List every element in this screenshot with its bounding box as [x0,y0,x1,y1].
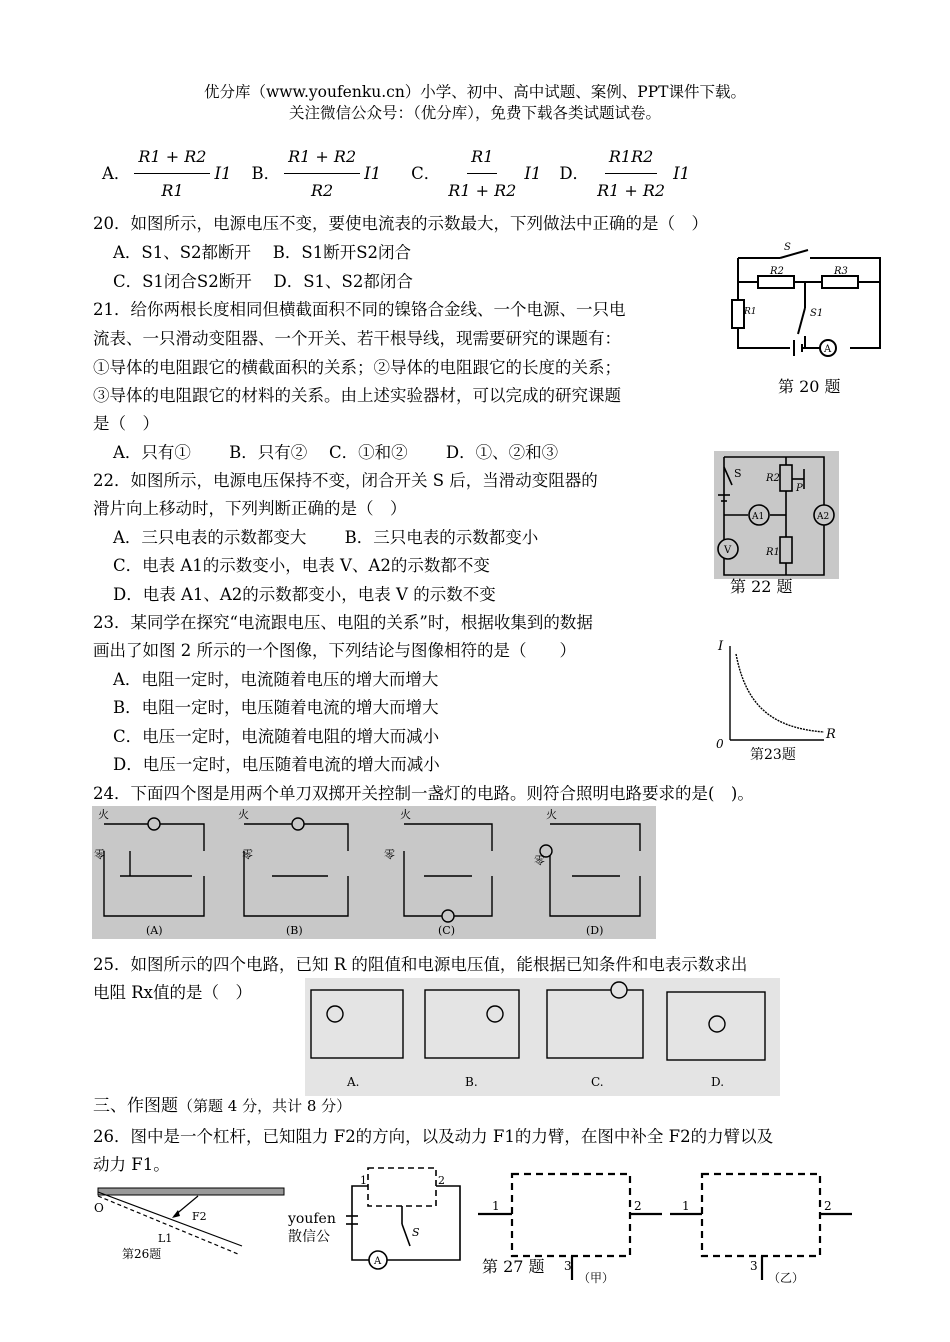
q22-r1-label: R1 [766,547,780,558]
q19-option-b-denominator: R2 [311,181,334,200]
q27-terminal-2: 2 [438,1174,445,1187]
q24-label-a: (A) [146,924,163,937]
q27-watermark [288,1210,336,1246]
q24-fire-a: 火 [98,808,109,821]
q19-option-a-current: I1 [214,164,232,183]
q22-figure-background [714,451,839,579]
q22-caption: 第 22 题 [730,577,793,596]
q24-zero-c: 零 [384,848,395,861]
q26-line-1: 26．图中是一个杠杆，已知阻力 F2的方向，以及动力 F1的力臂，在图中补全 F2的力臂以及 [93,1127,774,1146]
q23-option-d: D．电压一定时，电压随着电流的增大而减小 [113,755,440,774]
q20-s2-label: S [784,242,791,253]
q20-option-d: D．S1、S2都闭合 [273,272,413,291]
q23-option-a: A．电阻一定时，电流随着电压的增大而增大 [113,670,439,689]
header-line-1: 优分库（www.youfenku.cn）小学、初中、高中试题、案例、PPT课件下载。 [203,83,747,101]
q19-option-b-current: I1 [364,164,382,183]
q24-zero-d: 零 [534,854,545,867]
q19-option-d-label: D． [559,164,590,183]
q25-label-a: A. [347,1075,360,1089]
q20-circuit-figure [730,236,890,371]
section-3-heading [93,1092,351,1121]
q20-r1-label: R1 [744,307,757,317]
q21-options: A．只有① B．只有② C．①和② D．①、②和③ [113,443,559,462]
q24-circuit-figures [92,806,656,939]
q27-yi-terminal-1: 1 [682,1199,690,1213]
section-3-title: 三、作图题 [93,1096,178,1116]
q21-line-3: ①导体的电阻跟它的横截面积的关系；②导体的电阻跟它的长度的关系； [93,358,621,377]
q21-line-4: ③导体的电阻跟它的材料的关系。由上述实验器材，可以完成的研究课题 [93,386,621,405]
q24-zero-b: 零 [242,848,253,861]
q27-jia-terminal-1: 1 [492,1199,500,1213]
q26-lever-figure [92,1184,288,1264]
q22-a2-label: A2 [817,512,830,522]
q25-label-d: D. [711,1075,725,1089]
q24-figure-background [92,806,656,939]
q22-options-row1 [113,523,538,552]
q19-option-d-current: I1 [673,164,691,183]
q23-option-b: B．电阻一定时，电压随着电流的增大而增大 [113,698,439,717]
q21-line-5: 是（ ） [93,414,159,433]
q27-jia-terminal-2: 2 [634,1199,642,1213]
q19-option-a-denominator: R1 [161,181,184,200]
q27-yi-terminal-3: 3 [750,1259,758,1273]
q20-stem: 20．如图所示，电源电压不变，要使电流表的示数最大，下列做法中正确的是（ ） [93,214,708,233]
q25-circuit-figures [305,978,780,1096]
q20-r3-label: R3 [834,266,848,277]
q24-stem: 24．下面四个图是用两个单刀双掷开关控制一盏灯的电路。则符合照明电路要求的是( )。 [93,784,754,803]
q27-jia-label: （甲） [578,1271,615,1285]
q20-caption: 第 20 题 [778,377,841,396]
header-line-2: 关注微信公众号：（优分库），免费下载各类试题试卷。 [288,104,661,122]
q22-option-a: A．三只电表的示数都变大 [113,528,307,547]
q27-watermark-line-1: youfen [288,1211,336,1227]
q19-option-c-label: C． [411,164,441,183]
q20-option-b: B．S1断开S2闭合 [272,243,412,262]
q27-ammeter-label: A [374,1256,382,1267]
q22-p-label: P [796,483,803,494]
q19-option-c-numerator: R1 [467,142,497,174]
q21-line-2: 流表、一只滑动变阻器、一个开关、若干根导线，现需要研究的课题有： [93,329,621,348]
q24-label-b: (B) [286,924,303,937]
q22-voltmeter-label: V [724,545,732,556]
q19-option-d-fraction [593,142,669,205]
q19-option-b-fraction [284,142,360,205]
q24-label-c: (C) [438,924,455,937]
q23-axis-r: R [826,727,836,742]
q22-option-c: C．电表 A1的示数变小，电表 V、A2的示数都不变 [113,556,490,575]
q22-switch-label: S [734,467,742,480]
q25-line-2: 电阻 Rx值的是（ ） [93,983,252,1002]
q20-options-row1 [113,238,411,267]
q20-r2-label: R2 [770,266,784,277]
q27-terminal-1: 1 [360,1174,367,1187]
q19-option-a-fraction [134,142,210,205]
q27-watermark-line-2: 散信公 [288,1229,330,1245]
q26-line-2: 动力 F1。 [93,1155,170,1174]
q20-options-row2 [113,267,413,296]
q23-option-c: C．电压一定时，电流随着电阻的增大而减小 [113,727,440,746]
q22-line-1: 22．如图所示，电源电压保持不变，闭合开关 S 后，当滑动变阻器的 [93,471,598,490]
q19-option-b-label: B． [251,164,281,183]
q20-option-c: C．S1闭合S2断开 [113,272,252,291]
q19-option-a-label: A． [102,164,131,183]
q19-option-c-fraction [444,142,520,205]
q27-jia-terminal-3: 3 [564,1259,572,1273]
q19-option-b-numerator: R1 + R2 [284,142,360,174]
q19-option-c-denominator: R1 + R2 [448,181,517,200]
q23-origin: 0 [716,737,724,751]
q25-label-b: B. [465,1075,478,1089]
q19-options [102,142,690,205]
q19-option-d-denominator: R1 + R2 [597,181,666,200]
section-3-note: （第题 4 分，共计 8 分） [178,1097,352,1115]
q19-option-c-current: I1 [524,164,542,183]
q23-caption: 第23题 [750,747,796,763]
q26-caption: 第26题 [122,1247,162,1261]
q26-l1-label: L1 [158,1232,173,1245]
q19-option-a-numerator: R1 + R2 [134,142,210,174]
q24-fire-d: 火 [546,808,557,821]
q22-line-2: 滑片向上移动时，下列判断正确的是（ ） [93,499,407,518]
q22-circuit-figure [714,451,839,579]
q27-switch-label: S [412,1226,420,1239]
q22-option-d: D．电表 A1、A2的示数都变小，电表 V 的示数不变 [113,585,496,604]
q20-option-a: A．S1、S2都断开 [113,243,252,262]
q21-line-1: 21．给你两根长度相同但横截面积不同的镍铬合金线、一个电源、一只电 [93,300,626,319]
q26-f2-label: F2 [192,1210,207,1223]
q23-line-2: 画出了如图 2 所示的一个图像，下列结论与图像相符的是（ ） [93,641,576,660]
q25-label-c: C. [591,1075,604,1089]
q27-circuit-figure [338,1164,468,1274]
q27-caption: 第 27 题 [482,1257,545,1276]
q24-label-d: (D) [586,924,604,937]
q19-option-d-numerator: R1R2 [605,142,657,174]
q20-ammeter-label: A [824,344,832,355]
q23-axis-i: I [718,639,724,654]
q24-fire-c: 火 [400,808,411,821]
q24-zero-a: 零 [94,848,105,861]
q24-fire-b: 火 [238,808,249,821]
q25-figure-background [305,978,780,1096]
q27-yi-label: （乙） [768,1271,805,1285]
q23-line-1: 23．某同学在探究“电流跟电压、电阻的关系”时，根据收集到的数据 [93,613,593,632]
q22-option-b: B．三只电表的示数都变小 [344,528,539,547]
q27-yi-terminal-2: 2 [824,1199,832,1213]
q25-line-1: 25．如图所示的四个电路，已知 R 的阻值和电源电压值，能根据已知条件和电表示数求出 [93,955,748,974]
q22-r2-label: R2 [766,473,780,484]
q22-a1-label: A1 [752,512,765,522]
q26-pivot-o: O [94,1201,104,1215]
q20-s1-label: S1 [810,308,824,319]
